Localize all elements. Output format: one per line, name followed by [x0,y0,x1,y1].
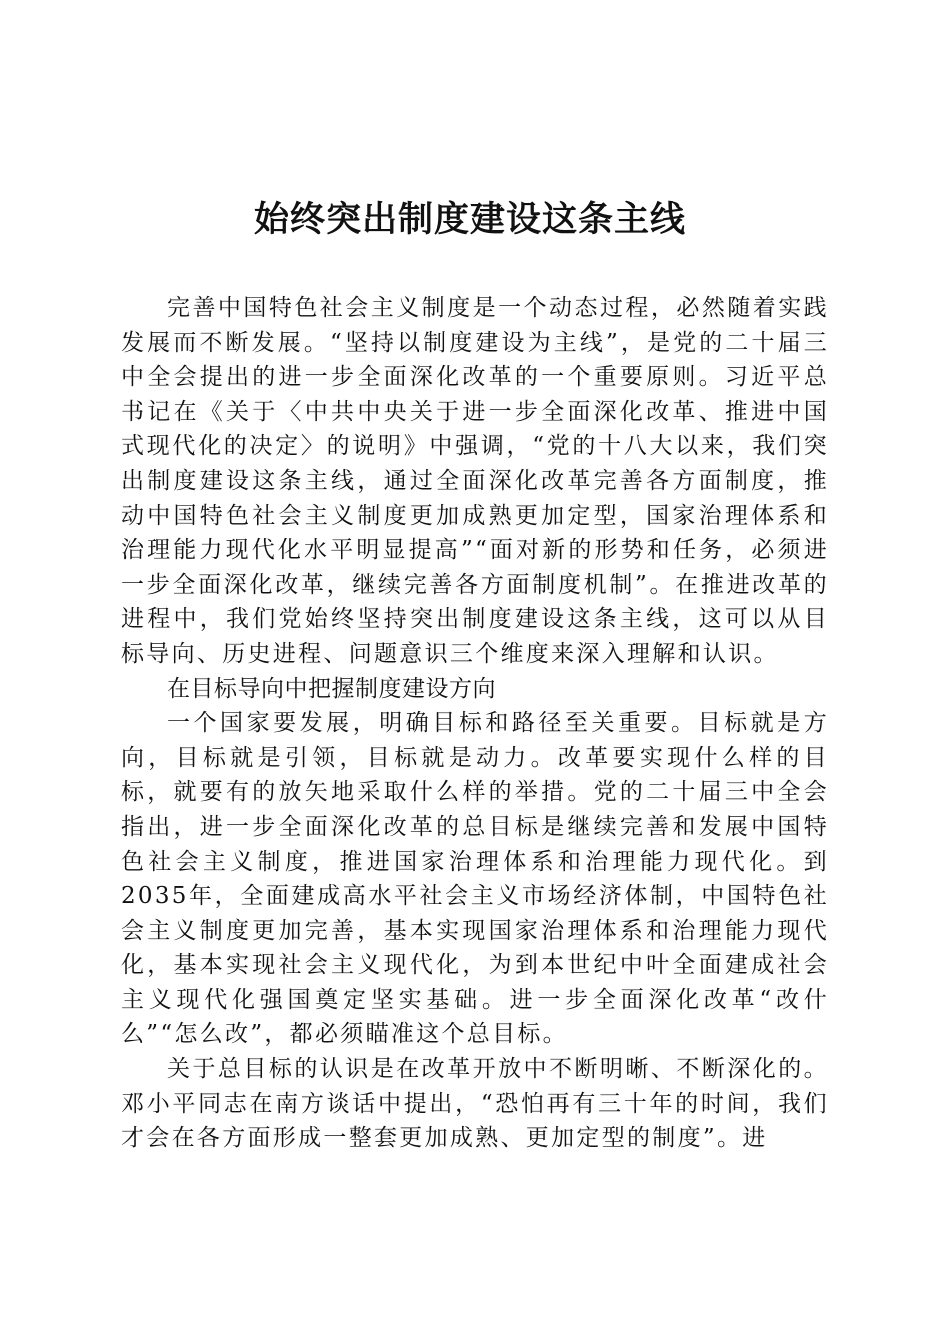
document-title: 始终突出制度建设这条主线 [253,199,686,240]
body-paragraph-goal: 一个国家要发展，明确目标和路径至关重要。目标就是方向，目标就是引领，目标就是动力。改革要实现什么样的目标，就要有的放矢地采取什么样的举措。党的二十届三中全会指出，进一步全面深化改革的总目标是继续完善和发展中国特色社会主义制度，推进国家治理体系和治理能力现代化。到2035年，全面建成高水平社会主义市场经济体制，中国特色社会主义制度更加完善，基本实现国家治理体系和治理能力现代化，基本实现社会主义现代化，为到本世纪中叶全面建成社会主义现代化强国奠定坚实基础。进一步全面深化改革“改什么”“怎么改”，都必须瞄准这个总目标。 [121,710,829,1048]
document-body [121,291,829,1156]
intro-paragraph: 完善中国特色社会主义制度是一个动态过程，必然随着实践发展而不断发展。“坚持以制度建设为主线”，是党的二十届三中全会提出的进一步全面深化改革的一个重要原则。习近平总书记在《关于〈中共中央关于进一步全面深化改革、推进中国式现代化的决定〉的说明》中强调，“党的十八大以来，我们突出制度建设这条主线，通过全面深化改革完善各方面制度，推动中国特色社会主义制度更加成熟更加定型，国家治理体系和治理能力现代化水平明显提高”“面对新的形势和任务，必须进一步全面深化改革，继续完善各方面制度机制”。在推进改革的进程中，我们党始终坚持突出制度建设这条主线，这可以从目标导向、历史进程、问题意识三个维度来深入理解和认识。 [121,295,829,667]
body-paragraph-history: 关于总目标的认识是在改革开放中不断明晰、不断深化的。邓小平同志在南方谈话中提出，“恐怕再有三十年的时间，我们才会在各方面形成一整套更加成熟、更加定型的制度”。进 [121,1056,829,1152]
section-heading: 在目标导向中把握制度建设方向 [167,675,496,702]
